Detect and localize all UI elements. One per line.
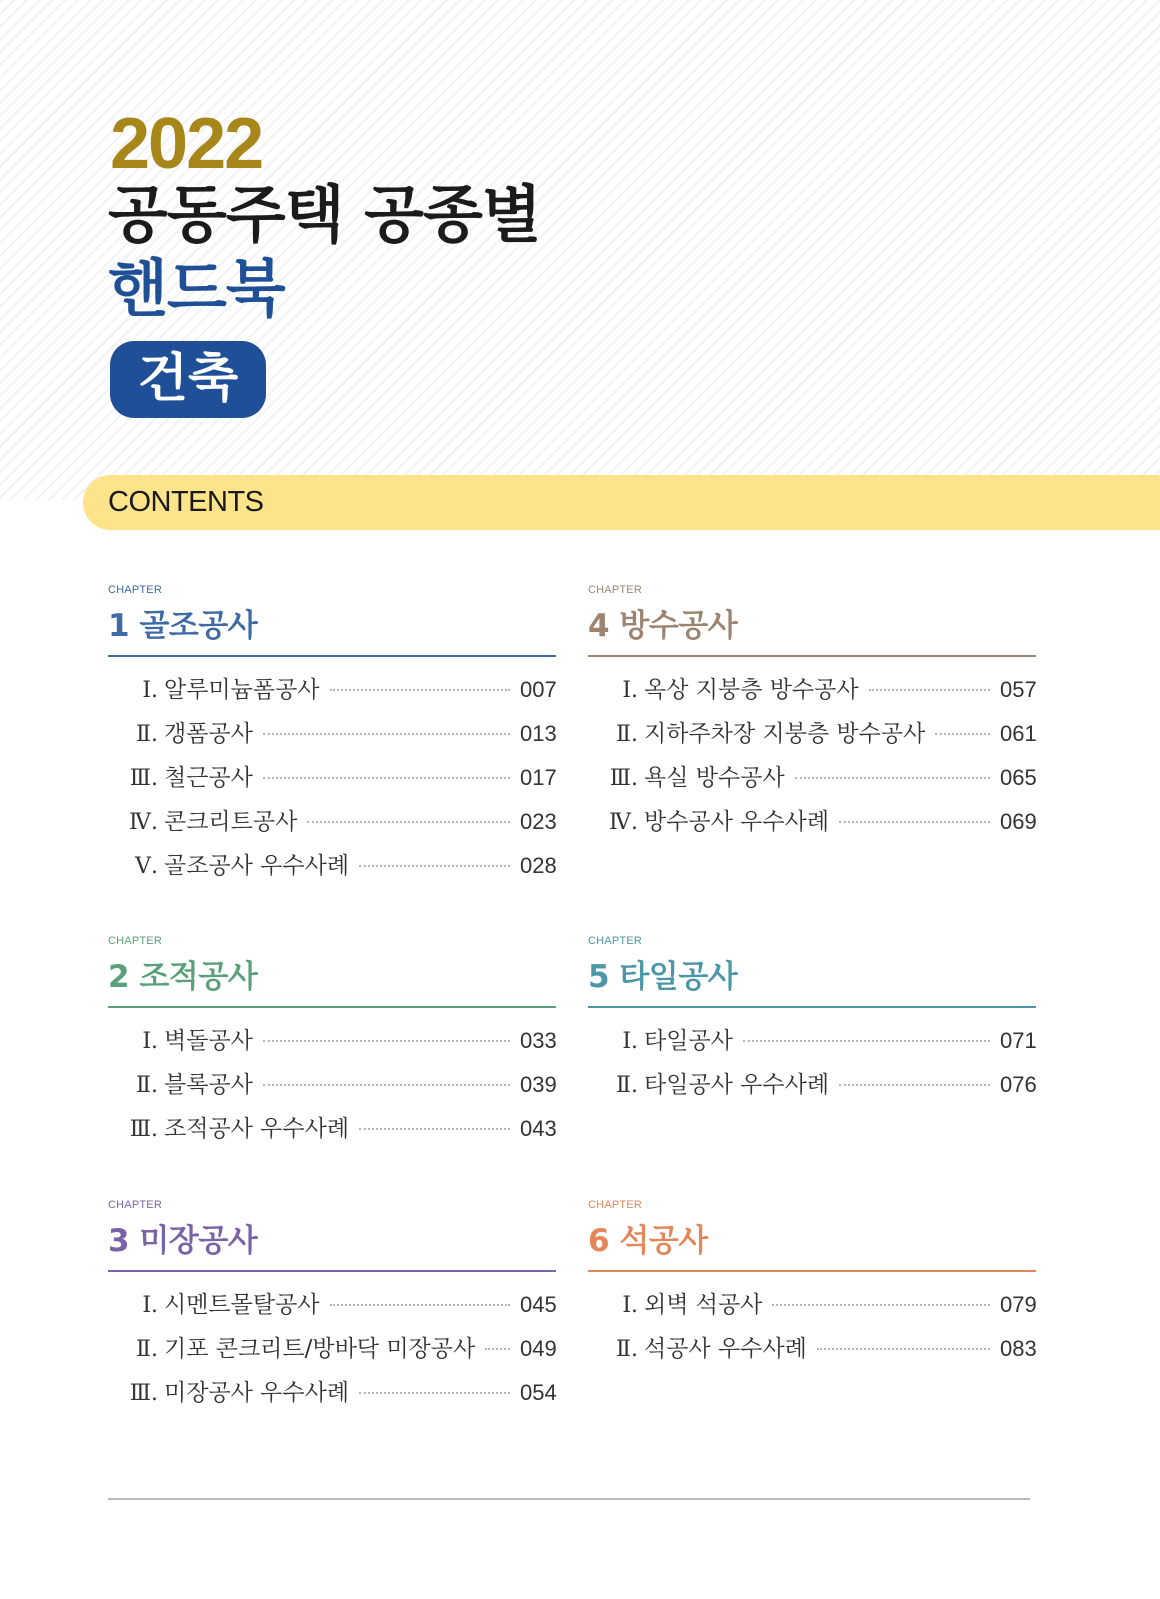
entry-title: 기포 콘크리트/방바닥 미장공사 <box>164 1336 476 1362</box>
entry-numeral: Ⅲ. <box>129 766 158 791</box>
chapter-title[interactable]: 1 골조공사 <box>108 600 556 657</box>
toc-entry[interactable] <box>108 715 556 759</box>
entry-page-number: 083 <box>1000 1336 1037 1361</box>
entry-numeral: Ⅴ. <box>135 854 158 879</box>
entry-numeral: Ⅱ. <box>136 1337 158 1362</box>
entry-title: 블록공사 <box>164 1072 253 1098</box>
entry-title: 타일공사 우수사례 <box>644 1072 830 1098</box>
entry-page-number: 039 <box>520 1072 557 1097</box>
chapter-items <box>108 1286 556 1418</box>
cover-year: 2022 <box>110 104 263 184</box>
chapter-items <box>108 671 556 891</box>
entry-numeral: Ⅲ. <box>129 1381 158 1406</box>
dot-leader <box>485 1348 510 1350</box>
dot-leader <box>795 777 990 779</box>
contents-label: CONTENTS <box>108 486 264 518</box>
entry-numeral: Ⅱ. <box>616 722 638 747</box>
entry-numeral: Ⅱ. <box>616 1337 638 1362</box>
entry-page-number: 065 <box>1000 765 1037 790</box>
toc-entry[interactable] <box>588 1022 1036 1066</box>
dot-leader <box>839 821 990 823</box>
chapter-items <box>588 1022 1036 1110</box>
entry-numeral: Ⅰ. <box>142 1293 158 1318</box>
entry-title: 타일공사 <box>644 1028 733 1054</box>
entry-title: 벽돌공사 <box>164 1028 253 1054</box>
dot-leader <box>869 689 990 691</box>
entry-numeral: Ⅲ. <box>609 766 638 791</box>
contents-banner <box>83 475 1160 530</box>
toc-entry[interactable] <box>588 715 1036 759</box>
entry-title: 욕실 방수공사 <box>644 765 785 791</box>
dot-leader <box>330 1304 510 1306</box>
dot-leader <box>359 1128 510 1130</box>
entry-page-number: 049 <box>520 1336 557 1361</box>
chapter-items <box>588 1286 1036 1374</box>
chapter-title[interactable]: 3 미장공사 <box>108 1215 556 1272</box>
toc-entry[interactable] <box>588 1066 1036 1110</box>
entry-page-number: 007 <box>520 677 557 702</box>
entry-numeral: Ⅰ. <box>142 678 158 703</box>
dot-leader <box>263 777 510 779</box>
toc-entry[interactable] <box>108 671 556 715</box>
dot-leader <box>330 689 510 691</box>
toc-entry[interactable] <box>588 803 1036 847</box>
entry-numeral: Ⅲ. <box>129 1117 158 1142</box>
chapter-kicker: CHAPTER <box>588 935 642 947</box>
chapter-kicker: CHAPTER <box>588 1199 642 1211</box>
chapter-kicker: CHAPTER <box>108 1199 162 1211</box>
entry-numeral: Ⅳ. <box>129 810 158 835</box>
entry-page-number: 028 <box>520 853 557 878</box>
dot-leader <box>743 1040 990 1042</box>
entry-page-number: 023 <box>520 809 557 834</box>
chapter-block <box>108 1199 556 1418</box>
chapter-kicker: CHAPTER <box>588 584 642 596</box>
chapter-block <box>588 935 1036 1110</box>
entry-title: 지하주차장 지붕층 방수공사 <box>644 721 926 747</box>
cover-title-line1: 공동주택 공종별 <box>108 178 541 251</box>
toc-entry[interactable] <box>588 1330 1036 1374</box>
dot-leader <box>307 821 510 823</box>
chapter-block <box>108 584 556 891</box>
cover-title-line2: 핸드북 <box>108 252 285 325</box>
chapter-block <box>588 584 1036 847</box>
toc-entry[interactable] <box>108 1110 556 1154</box>
entry-page-number: 013 <box>520 721 557 746</box>
chapter-kicker: CHAPTER <box>108 935 162 947</box>
entry-page-number: 069 <box>1000 809 1037 834</box>
dot-leader <box>935 733 990 735</box>
toc-entry[interactable] <box>108 1330 556 1374</box>
chapter-kicker: CHAPTER <box>108 584 162 596</box>
chapter-items <box>588 671 1036 847</box>
bottom-divider <box>108 1498 1030 1500</box>
toc-entry[interactable] <box>108 1022 556 1066</box>
chapter-items <box>108 1022 556 1154</box>
toc-entry[interactable] <box>108 1066 556 1110</box>
entry-numeral: Ⅱ. <box>136 1073 158 1098</box>
dot-leader <box>263 1040 510 1042</box>
entry-numeral: Ⅰ. <box>622 678 638 703</box>
category-badge: 건축 <box>110 341 266 418</box>
toc-entry[interactable] <box>108 847 556 891</box>
entry-title: 조적공사 우수사례 <box>164 1116 350 1142</box>
entry-title: 방수공사 우수사례 <box>644 809 830 835</box>
chapter-title[interactable]: 4 방수공사 <box>588 600 1036 657</box>
dot-leader <box>359 865 510 867</box>
chapter-title[interactable]: 5 타일공사 <box>588 951 1036 1008</box>
entry-page-number: 076 <box>1000 1072 1037 1097</box>
entry-title: 시멘트몰탈공사 <box>164 1292 320 1318</box>
toc-entry[interactable] <box>108 759 556 803</box>
dot-leader <box>817 1348 990 1350</box>
entry-title: 골조공사 우수사례 <box>164 853 350 879</box>
dot-leader <box>263 1084 510 1086</box>
entry-title: 알루미늄폼공사 <box>164 677 320 703</box>
entry-title: 갱폼공사 <box>164 721 253 747</box>
chapter-title[interactable]: 2 조적공사 <box>108 951 556 1008</box>
entry-page-number: 061 <box>1000 721 1037 746</box>
entry-title: 콘크리트공사 <box>164 809 298 835</box>
toc-entry[interactable] <box>588 671 1036 715</box>
entry-page-number: 017 <box>520 765 557 790</box>
chapter-block <box>108 935 556 1154</box>
entry-numeral: Ⅳ. <box>609 810 638 835</box>
entry-page-number: 079 <box>1000 1292 1037 1317</box>
toc-entry[interactable] <box>588 759 1036 803</box>
entry-numeral: Ⅱ. <box>136 722 158 747</box>
chapter-block <box>588 1199 1036 1374</box>
entry-title: 외벽 석공사 <box>644 1292 763 1318</box>
dot-leader <box>359 1392 510 1394</box>
entry-page-number: 057 <box>1000 677 1037 702</box>
entry-page-number: 043 <box>520 1116 557 1141</box>
dot-leader <box>772 1304 990 1306</box>
entry-numeral: Ⅰ. <box>622 1029 638 1054</box>
entry-title: 옥상 지붕층 방수공사 <box>644 677 859 703</box>
toc-entry[interactable] <box>108 1286 556 1330</box>
entry-page-number: 045 <box>520 1292 557 1317</box>
entry-numeral: Ⅱ. <box>616 1073 638 1098</box>
entry-title: 철근공사 <box>164 765 253 791</box>
entry-page-number: 033 <box>520 1028 557 1053</box>
entry-title: 석공사 우수사례 <box>644 1336 807 1362</box>
entry-page-number: 071 <box>1000 1028 1037 1053</box>
dot-leader <box>839 1084 990 1086</box>
entry-title: 미장공사 우수사례 <box>164 1380 350 1406</box>
toc-entry[interactable] <box>108 1374 556 1418</box>
toc-entry[interactable] <box>588 1286 1036 1330</box>
entry-page-number: 054 <box>520 1380 557 1405</box>
toc-entry[interactable] <box>108 803 556 847</box>
dot-leader <box>263 733 510 735</box>
entry-numeral: Ⅰ. <box>622 1293 638 1318</box>
entry-numeral: Ⅰ. <box>142 1029 158 1054</box>
chapter-title[interactable]: 6 석공사 <box>588 1215 1036 1272</box>
